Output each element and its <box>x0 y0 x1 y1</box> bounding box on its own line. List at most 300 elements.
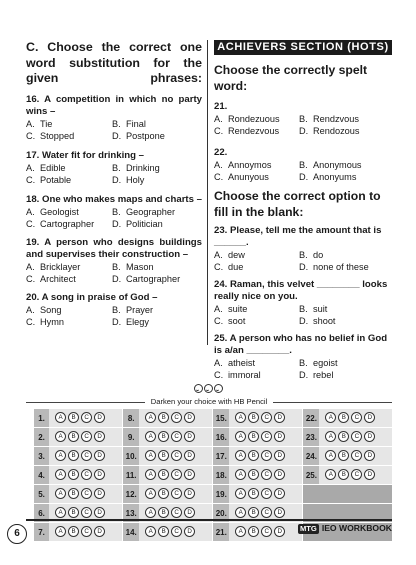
option-text: Holy <box>126 174 145 185</box>
answer-bubble[interactable]: B <box>68 526 79 537</box>
answer-bubble[interactable]: D <box>364 450 375 461</box>
answer-bubble[interactable]: B <box>68 469 79 480</box>
option-row <box>214 357 392 369</box>
option-letter: A. <box>26 261 35 272</box>
answer-bubble[interactable]: B <box>338 431 349 442</box>
answer-bubble[interactable]: A <box>235 431 246 442</box>
option-text: Stopped <box>40 130 75 141</box>
answer-bubbles <box>139 466 212 485</box>
option-letter: A. <box>26 304 35 315</box>
answer-bubble[interactable]: B <box>68 488 79 499</box>
answer-bubbles <box>139 485 212 504</box>
answer-bubbles <box>49 523 122 542</box>
option-text: Geologist <box>40 206 79 217</box>
answer-bubble[interactable]: A <box>55 488 66 499</box>
answer-bubble[interactable]: A <box>145 412 156 423</box>
option-text: Prayer <box>126 304 154 315</box>
answer-bubbles <box>229 409 302 428</box>
option-letter: D. <box>112 130 122 141</box>
option-row <box>214 303 392 315</box>
answer-bubble[interactable]: C <box>171 526 182 537</box>
answer-bubble[interactable]: D <box>94 431 105 442</box>
option[interactable] <box>214 369 299 381</box>
answer-bubble[interactable]: B <box>248 431 259 442</box>
option[interactable] <box>112 273 198 285</box>
answer-bubble[interactable]: C <box>81 488 92 499</box>
answer-bubble[interactable]: A <box>145 431 156 442</box>
answer-bubble[interactable]: B <box>68 450 79 461</box>
option-letter: C. <box>26 130 36 141</box>
option-letter: C. <box>214 370 224 380</box>
question <box>26 150 202 186</box>
option[interactable] <box>214 315 299 327</box>
option-row <box>214 171 392 183</box>
answer-number: 19. <box>213 485 229 504</box>
option-letter: A. <box>214 304 223 314</box>
option-letter: D. <box>299 172 309 182</box>
option[interactable] <box>299 249 384 261</box>
option-letter: D. <box>112 316 122 327</box>
question-23 <box>214 225 392 273</box>
answer-bubble[interactable]: B <box>68 431 79 442</box>
option-text: Anonyums <box>313 172 357 182</box>
answer-bubble[interactable]: A <box>55 469 66 480</box>
section-c-title: C. Choose the correct one word substitution for the given phrases: <box>26 40 202 85</box>
answer-bubble[interactable]: D <box>364 431 375 442</box>
option-letter: B. <box>299 114 308 124</box>
option[interactable] <box>112 162 198 174</box>
smiley-icon <box>204 384 213 393</box>
answer-bubble[interactable]: B <box>68 412 79 423</box>
answer-bubble[interactable]: C <box>261 469 272 480</box>
answer-number: 18. <box>213 466 229 485</box>
option-text: do <box>313 250 324 260</box>
option-letter: C. <box>26 218 36 229</box>
answer-bubble[interactable]: C <box>171 488 182 499</box>
answer-number: 3. <box>34 447 49 466</box>
answer-bubbles <box>49 447 122 466</box>
option-text: due <box>228 262 244 272</box>
answer-bubble[interactable]: D <box>94 526 105 537</box>
answer-bubble[interactable]: C <box>81 526 92 537</box>
smiley-icon <box>214 384 223 393</box>
option[interactable] <box>299 261 384 273</box>
option[interactable] <box>26 273 112 285</box>
answer-bubble[interactable]: A <box>55 526 66 537</box>
question <box>26 94 202 142</box>
option-text: Anonymous <box>313 160 362 170</box>
option-text: Rondezuous <box>228 114 280 124</box>
answer-bubble[interactable]: D <box>94 450 105 461</box>
option-text: Rendozous <box>313 126 360 136</box>
option-row <box>26 218 202 230</box>
answer-bubble[interactable]: B <box>338 469 349 480</box>
option-row <box>214 261 392 273</box>
option-row <box>26 174 202 186</box>
answer-bubble[interactable]: A <box>235 469 246 480</box>
option-letter: A. <box>214 250 223 260</box>
option-text: Geographer <box>126 206 176 217</box>
answer-bubble[interactable]: C <box>261 507 272 518</box>
answer-bubble[interactable]: B <box>248 507 259 518</box>
option-row <box>26 206 202 218</box>
option-row <box>214 125 392 137</box>
answer-number: 14. <box>123 523 139 542</box>
option-letter: B. <box>112 261 121 272</box>
answer-bubble[interactable]: B <box>158 507 169 518</box>
option[interactable] <box>112 130 198 142</box>
answer-bubble[interactable]: A <box>145 450 156 461</box>
answer-number: 13. <box>123 504 139 523</box>
answer-bubble[interactable]: C <box>261 431 272 442</box>
footer-rule <box>26 519 392 521</box>
answer-bubbles <box>319 447 392 466</box>
question-text: 16. A competition in which no party wins – <box>26 93 202 117</box>
answer-bubble[interactable]: D <box>274 488 285 499</box>
answer-bubble[interactable]: D <box>274 431 285 442</box>
answer-bubble[interactable]: D <box>94 412 105 423</box>
option-text: none of these <box>313 262 369 272</box>
answer-bubble[interactable]: B <box>158 431 169 442</box>
answer-bubble[interactable]: A <box>235 488 246 499</box>
answer-bubble[interactable]: B <box>248 526 259 537</box>
answer-bubble[interactable]: B <box>248 450 259 461</box>
option-letter: C. <box>214 172 224 182</box>
option-text: suit <box>313 304 328 314</box>
answer-bubbles <box>229 523 302 542</box>
answer-bubbles <box>49 485 122 504</box>
option[interactable] <box>214 125 299 137</box>
option[interactable] <box>26 316 112 328</box>
answer-number: 1. <box>34 409 49 428</box>
answer-number: 21. <box>213 523 229 542</box>
option[interactable] <box>26 118 112 130</box>
option-letter: A. <box>214 114 223 124</box>
left-question-list <box>26 94 202 328</box>
answer-bubble[interactable]: B <box>158 450 169 461</box>
question-21 <box>214 101 392 137</box>
option-letter: D. <box>299 370 309 380</box>
option[interactable] <box>214 171 299 183</box>
question <box>26 194 202 230</box>
answer-bubble[interactable]: C <box>81 507 92 518</box>
answer-bubbles <box>139 523 212 542</box>
option[interactable] <box>112 206 198 218</box>
option-row <box>26 316 202 328</box>
option-letter: D. <box>112 273 122 284</box>
answer-row <box>34 428 392 447</box>
answer-bubble[interactable]: D <box>274 526 285 537</box>
answer-bubble[interactable]: A <box>325 450 336 461</box>
answer-bubble[interactable]: B <box>158 526 169 537</box>
answer-bubbles <box>139 428 212 447</box>
answer-bubbles <box>229 485 302 504</box>
answer-bubble[interactable]: D <box>94 507 105 518</box>
option-row <box>214 159 392 171</box>
answer-number: 24. <box>303 447 319 466</box>
option-letter: A. <box>26 118 35 129</box>
question-text: 25. A person who has no belief in God is a/an ________. <box>214 333 388 356</box>
question <box>26 237 202 285</box>
answer-bubble[interactable]: A <box>235 526 246 537</box>
option[interactable] <box>26 304 112 316</box>
answer-bubble[interactable]: A <box>55 431 66 442</box>
option-letter: B. <box>112 162 121 173</box>
hots-banner: ACHIEVERS SECTION (HOTS) <box>214 40 392 55</box>
answer-bubble[interactable]: C <box>261 412 272 423</box>
column-divider <box>207 40 208 345</box>
answer-bubble[interactable]: D <box>184 488 195 499</box>
option-letter: B. <box>112 206 121 217</box>
answer-bubble[interactable]: C <box>171 469 182 480</box>
option[interactable] <box>214 249 299 261</box>
option[interactable] <box>26 218 112 230</box>
option-text: shoot <box>313 316 336 326</box>
answer-bubble[interactable]: D <box>184 526 195 537</box>
answer-bubble[interactable]: C <box>351 412 362 423</box>
option-row <box>214 369 392 381</box>
question-25 <box>214 333 392 381</box>
option-text: Politician <box>126 218 163 229</box>
answer-bubble[interactable]: D <box>184 431 195 442</box>
answer-bubble[interactable]: D <box>94 488 105 499</box>
option-text: Anunyous <box>228 172 269 182</box>
option[interactable] <box>112 261 198 273</box>
answer-bubble[interactable]: A <box>145 507 156 518</box>
answer-bubble[interactable]: D <box>184 450 195 461</box>
option[interactable] <box>299 357 384 369</box>
option-letter: B. <box>299 160 308 170</box>
answer-bubble[interactable]: A <box>145 469 156 480</box>
option[interactable] <box>299 315 384 327</box>
option[interactable] <box>112 174 198 186</box>
option-text: Architect <box>40 273 76 284</box>
option-text: Edible <box>40 162 66 173</box>
option-text: dew <box>228 250 245 260</box>
answer-bubble[interactable]: A <box>235 412 246 423</box>
option-text: immoral <box>228 370 261 380</box>
answer-bubble[interactable]: D <box>274 450 285 461</box>
option[interactable] <box>299 113 384 125</box>
option-text: Rendzvous <box>313 114 359 124</box>
question-text: 18. One who makes maps and charts – <box>26 193 202 205</box>
option[interactable] <box>299 171 384 183</box>
option-letter: C. <box>26 316 36 327</box>
answer-bubble[interactable]: A <box>55 412 66 423</box>
option-text: Drinking <box>126 162 160 173</box>
answer-bubble[interactable]: B <box>158 488 169 499</box>
answer-bubbles <box>229 447 302 466</box>
answer-bubble[interactable]: B <box>158 469 169 480</box>
option-row <box>214 315 392 327</box>
option-letter: A. <box>214 160 223 170</box>
answer-bubbles <box>319 428 392 447</box>
option-letter: C. <box>214 262 224 272</box>
answer-bubble[interactable]: C <box>81 431 92 442</box>
answer-bubble[interactable]: A <box>235 507 246 518</box>
answer-number: 11. <box>123 466 139 485</box>
option-text: Tie <box>40 118 53 129</box>
option[interactable] <box>299 303 384 315</box>
answer-bubble[interactable]: C <box>261 450 272 461</box>
option[interactable] <box>299 159 384 171</box>
answer-bubbles <box>139 409 212 428</box>
answer-number: 15. <box>213 409 229 428</box>
answer-bubble[interactable]: C <box>261 526 272 537</box>
option-text: Final <box>126 118 146 129</box>
answer-number: 2. <box>34 428 49 447</box>
answer-bubble[interactable]: D <box>184 412 195 423</box>
answer-row <box>34 485 392 504</box>
workbook-title: IEO WORKBOOK <box>321 523 392 533</box>
option-letter: D. <box>299 262 309 272</box>
option-text: Annoymos <box>228 160 272 170</box>
heading-fill-blank: Choose the correct option to fill in the blank: <box>214 189 381 219</box>
option-text: Hymn <box>40 316 64 327</box>
answer-number: 20. <box>213 504 229 523</box>
option-row <box>26 118 202 130</box>
question-text: 23. Please, tell me the amount that is ______. <box>214 225 382 248</box>
answer-bubble[interactable]: C <box>351 450 362 461</box>
option[interactable] <box>112 118 198 130</box>
option-letter: B. <box>299 358 308 368</box>
option-text: atheist <box>228 358 256 368</box>
empty-cell <box>319 485 392 504</box>
answer-bubble[interactable]: B <box>248 488 259 499</box>
answer-bubble[interactable]: C <box>171 450 182 461</box>
option-text: rebel <box>313 370 334 380</box>
answer-bubble[interactable]: D <box>274 412 285 423</box>
option-letter: D. <box>112 174 122 185</box>
answer-bubble[interactable]: B <box>248 412 259 423</box>
option-letter: B. <box>299 304 308 314</box>
page-number: 6 <box>7 524 27 544</box>
option-letter: C. <box>214 126 224 136</box>
option-letter: B. <box>112 304 121 315</box>
answer-bubble[interactable]: D <box>274 469 285 480</box>
option-text: Cartographer <box>40 218 95 229</box>
answer-number: 22. <box>303 409 319 428</box>
option[interactable] <box>299 125 384 137</box>
answer-sheet-caption: Darken your choice with HB Pencil <box>150 397 268 406</box>
option[interactable] <box>214 113 299 125</box>
option-letter: C. <box>214 316 224 326</box>
answer-bubble[interactable]: A <box>235 450 246 461</box>
option-row <box>214 249 392 261</box>
option[interactable] <box>214 303 299 315</box>
answer-bubble[interactable]: D <box>364 412 375 423</box>
option[interactable] <box>26 206 112 218</box>
answer-bubbles <box>49 466 122 485</box>
option-letter: A. <box>26 206 35 217</box>
question-text: 20. A song in praise of God – <box>26 291 158 303</box>
answer-bubble[interactable]: C <box>261 488 272 499</box>
answer-number: 25. <box>303 466 319 485</box>
answer-bubble[interactable]: B <box>158 412 169 423</box>
smiley-icon <box>194 384 203 393</box>
answer-bubble[interactable]: A <box>325 469 336 480</box>
option-text: Bricklayer <box>40 261 81 272</box>
option[interactable] <box>112 316 198 328</box>
option-text: Rendezvous <box>228 126 280 136</box>
answer-bubble[interactable]: A <box>325 412 336 423</box>
answer-number: 10. <box>123 447 139 466</box>
answer-bubble[interactable]: D <box>274 507 285 518</box>
option-letter: B. <box>112 118 121 129</box>
answer-bubble[interactable]: A <box>55 450 66 461</box>
answer-row <box>34 447 392 466</box>
answer-bubble[interactable]: D <box>364 469 375 480</box>
option[interactable] <box>26 174 112 186</box>
option[interactable] <box>26 130 112 142</box>
answer-bubble[interactable]: C <box>81 412 92 423</box>
answer-number: 4. <box>34 466 49 485</box>
option[interactable] <box>214 159 299 171</box>
question <box>26 292 202 328</box>
answer-bubble[interactable]: C <box>351 431 362 442</box>
option[interactable] <box>214 261 299 273</box>
answer-bubble[interactable]: D <box>184 469 195 480</box>
answer-number: 5. <box>34 485 49 504</box>
option-text: Song <box>40 304 62 315</box>
answer-bubble[interactable]: C <box>81 469 92 480</box>
question-text: 19. A person who designs buildings and supervises their construction – <box>26 236 202 260</box>
answer-bubble[interactable]: A <box>145 526 156 537</box>
answer-bubble[interactable]: A <box>325 431 336 442</box>
option-text: egoist <box>313 358 338 368</box>
answer-bubbles <box>319 466 392 485</box>
answer-bubbles <box>229 466 302 485</box>
answer-bubble[interactable]: A <box>55 507 66 518</box>
answer-number: 23. <box>303 428 319 447</box>
answer-bubbles <box>319 409 392 428</box>
answer-bubble[interactable]: C <box>171 507 182 518</box>
answer-number: 17. <box>213 447 229 466</box>
answer-bubble[interactable]: B <box>338 450 349 461</box>
answer-bubble[interactable]: B <box>338 412 349 423</box>
answer-number: 16. <box>213 428 229 447</box>
option-text: Elegy <box>126 316 149 327</box>
option[interactable] <box>26 162 112 174</box>
question-text: 24. Raman, this velvet ________ looks really nice on you. <box>214 279 388 302</box>
option-letter: A. <box>214 358 223 368</box>
answer-bubbles <box>229 428 302 447</box>
question-22 <box>214 147 392 183</box>
answer-bubble[interactable]: B <box>68 507 79 518</box>
footer-brand <box>298 522 392 534</box>
answer-row <box>34 466 392 485</box>
question-text: 22. <box>214 147 228 158</box>
option[interactable] <box>214 357 299 369</box>
option[interactable] <box>26 261 112 273</box>
option-letter: C. <box>26 174 36 185</box>
answer-bubble[interactable]: D <box>94 469 105 480</box>
answer-bubble[interactable]: B <box>248 469 259 480</box>
answer-bubbles <box>49 428 122 447</box>
option-row <box>26 273 202 285</box>
option[interactable] <box>299 369 384 381</box>
answer-bubble[interactable]: C <box>81 450 92 461</box>
answer-bubble[interactable]: D <box>184 507 195 518</box>
answer-bubble[interactable]: C <box>171 412 182 423</box>
answer-number: 12. <box>123 485 139 504</box>
answer-bubble[interactable]: C <box>351 469 362 480</box>
option[interactable] <box>112 304 198 316</box>
left-column <box>26 40 202 336</box>
answer-bubble[interactable]: C <box>171 431 182 442</box>
option[interactable] <box>112 218 198 230</box>
answer-bubble[interactable]: A <box>145 488 156 499</box>
